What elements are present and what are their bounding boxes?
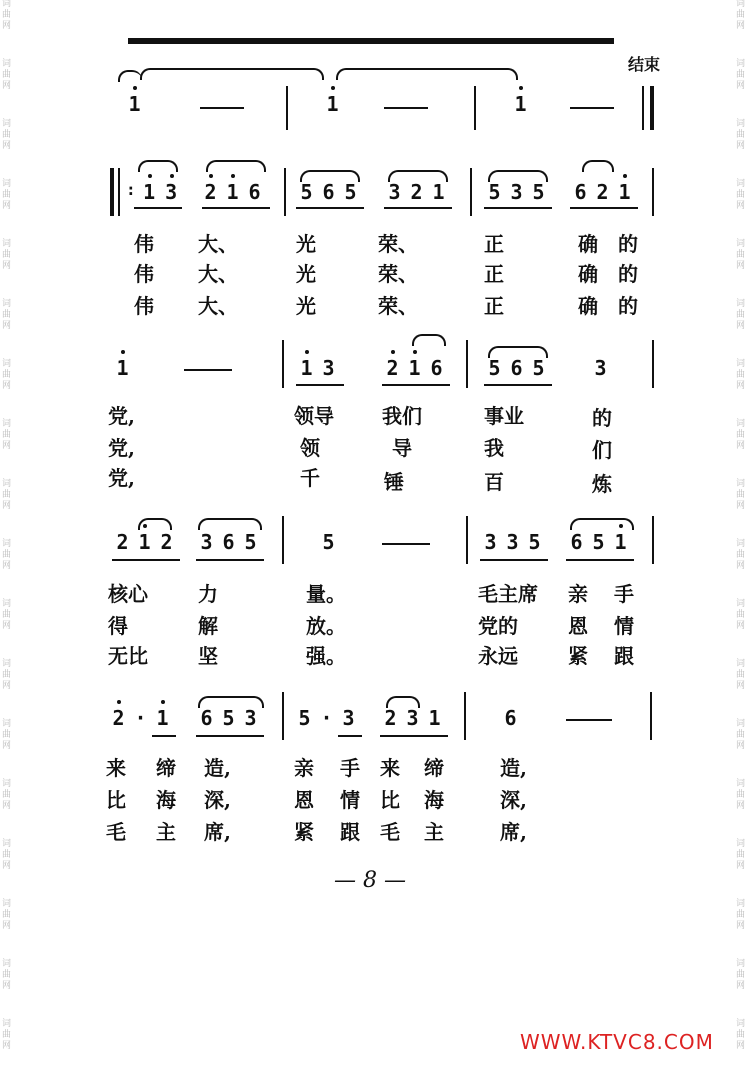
lyric: 的 [618, 262, 638, 286]
watermark-char: 词 [736, 479, 746, 489]
watermark-char: 曲 [736, 10, 746, 20]
lyric: 党的 [478, 614, 518, 638]
watermark-char: 网 [736, 981, 746, 991]
watermark-char: 曲 [2, 490, 12, 500]
watermark-char: 词 [736, 599, 746, 609]
lyric: 永远 [478, 644, 518, 668]
watermark-char: 曲 [2, 250, 12, 260]
watermark-char: 词 [736, 0, 746, 9]
watermark-char: 网 [2, 741, 12, 751]
lyric: 荣、 [378, 294, 418, 318]
watermark-char: 曲 [2, 610, 12, 620]
watermark-char: 曲 [2, 70, 12, 80]
watermark-left [0, 0, 16, 1078]
watermark-char: 词 [2, 119, 12, 129]
watermark-char: 词 [2, 959, 12, 969]
watermark-char: 网 [736, 81, 746, 91]
lyric: 伟 [134, 262, 154, 286]
dash [384, 107, 428, 109]
lyric: 深, [204, 788, 231, 812]
watermark-char: 网 [2, 501, 12, 511]
lyric: 锤 [384, 470, 404, 494]
lyric: 紧 [568, 644, 588, 668]
watermark-char: 网 [2, 801, 12, 811]
watermark-char: 曲 [736, 250, 746, 260]
lyric: 手 [340, 756, 360, 780]
lyric: 光 [296, 294, 316, 318]
lyric: 伟 [134, 232, 154, 256]
watermark-char: 词 [2, 359, 12, 369]
dash [382, 543, 430, 545]
watermark-char: 词 [736, 119, 746, 129]
lyric: 毛 [380, 820, 400, 844]
site-url: WWW.KTVC8.COM [520, 1030, 714, 1054]
watermark-char: 词 [736, 899, 746, 909]
watermark-char: 曲 [2, 550, 12, 560]
watermark-char: 网 [736, 561, 746, 571]
lyric: 紧 [294, 820, 314, 844]
lyric: 强。 [306, 644, 346, 668]
barline [282, 692, 284, 740]
watermark-char: 曲 [2, 10, 12, 20]
dash [566, 719, 612, 721]
lyric: 放。 [306, 614, 346, 638]
watermark-char: 词 [736, 779, 746, 789]
watermark-char: 词 [736, 239, 746, 249]
lyric: 荣、 [378, 262, 418, 286]
watermark-char: 网 [736, 261, 746, 271]
lyric: 情 [614, 614, 634, 638]
barline [652, 516, 654, 564]
watermark-char: 网 [2, 441, 12, 451]
watermark-char: 曲 [736, 310, 746, 320]
watermark-char: 网 [2, 981, 12, 991]
watermark-char: 曲 [2, 190, 12, 200]
watermark-char: 曲 [2, 970, 12, 980]
tie-arc [336, 68, 518, 80]
watermark-char: 曲 [736, 610, 746, 620]
lyric: 毛 [106, 820, 126, 844]
barline [652, 340, 654, 388]
lyric: 正 [484, 294, 504, 318]
lyric: 伟 [134, 294, 154, 318]
watermark-char: 网 [736, 621, 746, 631]
tie-arc [118, 70, 142, 82]
watermark-char: 曲 [736, 70, 746, 80]
watermark-char: 网 [2, 261, 12, 271]
lyric: 来 [380, 756, 400, 780]
watermark-char: 曲 [736, 970, 746, 980]
barline [466, 340, 468, 388]
watermark-char: 词 [736, 179, 746, 189]
watermark-char: 曲 [2, 370, 12, 380]
watermark-char: 词 [2, 539, 12, 549]
watermark-char: 网 [736, 921, 746, 931]
watermark-char: 网 [736, 741, 746, 751]
watermark-char: 曲 [736, 190, 746, 200]
watermark-char: 曲 [736, 370, 746, 380]
lyric: 海 [424, 788, 444, 812]
repeat-barline [110, 168, 114, 216]
watermark-char: 词 [2, 839, 12, 849]
watermark-char: 曲 [2, 1030, 12, 1040]
barline [286, 86, 288, 130]
watermark-char: 曲 [2, 730, 12, 740]
lyric: 无比 [108, 644, 148, 668]
lyric: 光 [296, 262, 316, 286]
watermark-char: 网 [2, 321, 12, 331]
lyric: 党, [108, 404, 135, 428]
barline [652, 168, 654, 216]
lyric: 党, [108, 466, 135, 490]
lyric: 得 [108, 614, 128, 638]
watermark-char: 词 [736, 839, 746, 849]
lyric: 荣、 [378, 232, 418, 256]
lyric: 的 [618, 232, 638, 256]
watermark-char: 网 [736, 501, 746, 511]
lyric: 亲 [568, 582, 588, 606]
note-group: 1 [139, 180, 161, 204]
watermark-char: 曲 [736, 1030, 746, 1040]
watermark-char: 网 [2, 681, 12, 691]
lyric: 领导 [294, 404, 334, 428]
lyric: 事业 [484, 404, 524, 428]
watermark-char: 曲 [736, 550, 746, 560]
barline [650, 692, 652, 740]
watermark-char: 词 [2, 779, 12, 789]
watermark-char: 曲 [2, 310, 12, 320]
lyric: 席, [500, 820, 527, 844]
watermark-char: 网 [2, 201, 12, 211]
lyric: 千 [300, 466, 320, 490]
page-number: — 8 — [334, 868, 406, 893]
lyric: 情 [340, 788, 360, 812]
lyric: 手 [614, 582, 634, 606]
lyric: 恩 [294, 788, 314, 812]
lyric: 比 [106, 788, 126, 812]
watermark-char: 网 [2, 81, 12, 91]
watermark-char: 网 [736, 861, 746, 871]
watermark-char: 网 [2, 141, 12, 151]
lyric: 造, [204, 756, 231, 780]
lyric: 正 [484, 232, 504, 256]
tie-arc [140, 68, 324, 80]
lyric: 百 [484, 470, 504, 494]
lyric: 跟 [614, 644, 634, 668]
lyric: 的 [618, 294, 638, 318]
lyric: 量。 [306, 582, 346, 606]
note: 1 [124, 92, 146, 116]
lyric: 亲 [294, 756, 314, 780]
lyric: 跟 [340, 820, 360, 844]
watermark-char: 曲 [736, 130, 746, 140]
watermark-char: 词 [736, 359, 746, 369]
watermark-char: 网 [736, 381, 746, 391]
watermark-char: 网 [736, 801, 746, 811]
watermark-char: 词 [736, 659, 746, 669]
barline [466, 516, 468, 564]
lyric: 我们 [382, 404, 422, 428]
barline [474, 86, 476, 130]
watermark-char: 网 [2, 21, 12, 31]
watermark-char: 曲 [736, 850, 746, 860]
lyric: 领 [300, 436, 320, 460]
watermark-char: 词 [736, 299, 746, 309]
watermark-char: 网 [2, 1041, 12, 1051]
lyric: 确 [578, 232, 598, 256]
lyric: 毛主席 [478, 582, 538, 606]
lyric: 导 [392, 436, 412, 460]
watermark-char: 词 [2, 419, 12, 429]
double-barline [642, 86, 644, 130]
watermark-char: 词 [2, 899, 12, 909]
watermark-char: 词 [2, 599, 12, 609]
watermark-char: 词 [2, 239, 12, 249]
barline [282, 340, 284, 388]
watermark-char: 曲 [736, 790, 746, 800]
lyric: 力 [198, 582, 218, 606]
note: 1 [510, 92, 532, 116]
watermark-char: 网 [736, 1041, 746, 1051]
lyric: 来 [106, 756, 126, 780]
lyric: 确 [578, 294, 598, 318]
repeat-barline [118, 168, 120, 216]
barline [284, 168, 286, 216]
watermark-char: 曲 [2, 130, 12, 140]
lyric: 席, [204, 820, 231, 844]
watermark-char: 词 [2, 179, 12, 189]
watermark-char: 曲 [736, 430, 746, 440]
lyric: 深, [500, 788, 527, 812]
watermark-char: 曲 [736, 910, 746, 920]
watermark-char: 网 [2, 561, 12, 571]
watermark-char: 曲 [736, 730, 746, 740]
lyric: 的 [592, 406, 612, 430]
watermark-char: 词 [736, 1019, 746, 1029]
lyric: 主 [156, 820, 176, 844]
watermark-char: 词 [2, 1019, 12, 1029]
lyric: 大、 [198, 262, 238, 286]
watermark-char: 网 [2, 921, 12, 931]
lyric: 核心 [108, 582, 148, 606]
lyric: 光 [296, 232, 316, 256]
watermark-char: 网 [2, 861, 12, 871]
lyric: 比 [380, 788, 400, 812]
lyric: 缔 [156, 756, 176, 780]
watermark-char: 网 [736, 321, 746, 331]
dash [200, 107, 244, 109]
watermark-char: 词 [2, 299, 12, 309]
lyric: 大、 [198, 294, 238, 318]
lyric: 主 [424, 820, 444, 844]
watermark-char: 词 [2, 0, 12, 9]
double-barline [650, 86, 654, 130]
lyric: 炼 [592, 472, 612, 496]
lyric: 大、 [198, 232, 238, 256]
lyric: 党, [108, 436, 135, 460]
watermark-right [734, 0, 750, 1078]
lyric: 海 [156, 788, 176, 812]
watermark-char: 词 [2, 719, 12, 729]
watermark-char: 曲 [2, 850, 12, 860]
watermark-char: 曲 [2, 910, 12, 920]
watermark-char: 词 [2, 659, 12, 669]
barline [464, 692, 466, 740]
lyric: 缔 [424, 756, 444, 780]
lyric: 正 [484, 262, 504, 286]
lyric: 确 [578, 262, 598, 286]
lyric: 坚 [198, 644, 218, 668]
lyric: 我 [484, 436, 504, 460]
watermark-char: 曲 [2, 430, 12, 440]
watermark-char: 词 [736, 59, 746, 69]
watermark-char: 网 [736, 681, 746, 691]
top-rule [128, 38, 614, 44]
barline [282, 516, 284, 564]
barline [470, 168, 472, 216]
watermark-char: 网 [736, 21, 746, 31]
lyric: 恩 [568, 614, 588, 638]
watermark-char: 网 [736, 441, 746, 451]
watermark-char: 词 [2, 479, 12, 489]
dash [184, 369, 232, 371]
watermark-char: 曲 [2, 790, 12, 800]
watermark-char: 曲 [736, 490, 746, 500]
end-label: 结束 [628, 55, 661, 74]
watermark-char: 词 [736, 719, 746, 729]
watermark-char: 词 [736, 959, 746, 969]
watermark-char: 词 [736, 539, 746, 549]
watermark-char: 网 [736, 201, 746, 211]
note: 1 [322, 92, 344, 116]
lyric: 解 [198, 614, 218, 638]
dash [570, 107, 614, 109]
lyric: 造, [500, 756, 527, 780]
lyric: 们 [592, 438, 612, 462]
watermark-char: 曲 [2, 670, 12, 680]
watermark-char: 曲 [736, 670, 746, 680]
watermark-char: 词 [2, 59, 12, 69]
watermark-char: 网 [2, 621, 12, 631]
watermark-char: 网 [736, 141, 746, 151]
watermark-char: 词 [736, 419, 746, 429]
watermark-char: 网 [2, 381, 12, 391]
